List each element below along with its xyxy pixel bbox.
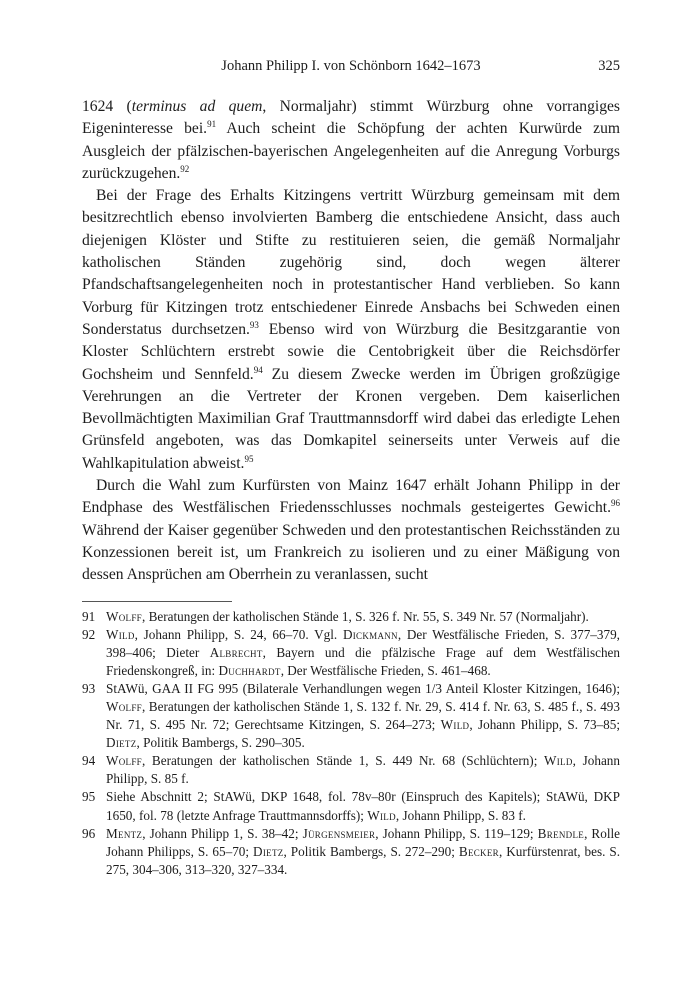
footnote-divider <box>82 601 232 602</box>
author-name: Wild <box>544 753 573 769</box>
citation-text: , Johann Philipp, S. 83 f. <box>395 807 526 823</box>
page-number: 325 <box>598 58 620 74</box>
citation-text: , Johann Philipp, S. 119–129; <box>375 825 538 841</box>
citation-text: Siehe Abschnitt 2; StAWü, DKP 1648, fol. 78v–80r (Einspruch des Kapitels); StAWü, DKP 1650, fol. 78 (letzte Anfrage Trauttmannsdorffs); <box>106 789 620 823</box>
text-run: , Normaljahr) stimmt Würzburg ohne vorrangiges Eigeninteresse bei. <box>82 98 620 138</box>
italic-term: terminus ad quem <box>131 98 263 115</box>
citation-text: , Politik Bambergs, S. 290–305. <box>136 735 305 751</box>
citation-text: , Beratungen der katholischen Stände 1, S. 449 Nr. 68 (Schlüchtern); <box>141 753 545 769</box>
main-text <box>82 96 620 587</box>
author-name: Wolff <box>106 753 142 769</box>
citation-text: , Der Westfälische Frieden, S. 461–468. <box>280 662 491 678</box>
paragraph-3 <box>82 475 620 586</box>
footnote-number: 96 <box>82 825 96 841</box>
author-name: Wolff <box>106 608 142 624</box>
citation-text: , Rolle Johann Philipps, S. 65–70; <box>106 825 620 859</box>
footnote-92 <box>82 626 620 680</box>
author-name: Jürgensmeier <box>302 825 376 841</box>
paragraph-1 <box>82 96 620 185</box>
text-run: Zu diesem Zwecke werden im Übrigen großzügige Verehrungen an die Vertreter der Kronen vergeben. Dem kaiserlichen Bevollmächtigten Maximilian Graf Trauttmannsdorff wird dabei das erledigte Lehen Grünsfeld angeboten, was das Domkapitel seinerseits unter Verweis auf die Wahlkapitulation abweist. <box>82 365 620 472</box>
author-name: Dickmann <box>342 626 398 642</box>
footnote-reference[interactable]: 95 <box>244 453 254 464</box>
text-run: Während der Kaiser gegenüber Schweden und den protestantischen Reichsständen zu Konzessionen bereit ist, um Frankreich zu isolieren und zu einer Mäßigung von dessen Ansprüchen am Oberrhein zu veranlassen, sucht <box>82 521 620 584</box>
author-name: Wild <box>440 717 470 733</box>
footnote-reference[interactable]: 94 <box>253 364 263 375</box>
citation-text: , Politik Bambergs, S. 272–290; <box>283 843 459 859</box>
footnote-reference[interactable]: 91 <box>207 119 217 130</box>
footnote-reference[interactable]: 96 <box>611 498 620 509</box>
citation-text: , Johann Philipp 1, S. 38–42; <box>142 825 303 841</box>
footnote-95 <box>82 788 620 824</box>
author-name: Wolff <box>106 699 142 714</box>
footnote-reference[interactable]: 93 <box>249 319 259 330</box>
text-run: Auch scheint die Schöpfung der achten Kurwürde zum Ausgleich der pfälzischen-bayerischen Angelegenheiten auf die Anregung Vorburgs zurückzugehen. <box>82 120 620 182</box>
citation-text: , Johann Philipp, S. 85 f. <box>106 753 620 787</box>
author-name: Dietz <box>253 843 284 859</box>
footnote-text <box>106 680 620 752</box>
running-header <box>82 58 620 82</box>
footnotes <box>82 608 620 879</box>
citation-text: , Beratungen der katholischen Stände 1, S. 326 f. Nr. 55, S. 349 Nr. 57 (Normaljahr). <box>141 608 589 624</box>
footnote-96 <box>82 825 620 879</box>
author-name: Wild <box>106 626 135 642</box>
text-run: Bei der Frage des Erhalts Kitzingens vertritt Würzburg gemeinsam mit dem besitzrechtlich ebenso involvierten Bamberg die entschiedene Ansicht, dass auch diejenigen Klöster und Stifte zu restituieren seien, die gemäß Normaljahr katholischen Ständen zugehörig sind, doch wegen älterer Pfandschaftsangelegenheiten noch in protestantischer Hand verblieben. So kann Vorburg für Kitzingen trotz entschiedener Einrede Ansbachs bei Schweden einen Sonderstatus durchsetzen. <box>82 187 620 338</box>
footnote-number: 95 <box>82 789 96 805</box>
author-name: Albrecht <box>209 644 263 660</box>
footnote-94 <box>82 752 620 788</box>
footnote-number: 91 <box>82 608 96 624</box>
text-run: Durch die Wahl zum Kurfürsten von Mainz 1647 erhält Johann Philipp in der Endphase des Westfälischen Friedensschlusses nochmals gesteigertes Gewicht. <box>82 477 620 517</box>
author-name: Becker <box>458 843 499 859</box>
footnote-number: 94 <box>82 753 96 769</box>
citation-text: , Bayern und die pfälzische Frage auf dem Westfälischen Friedenskongreß, in: <box>106 644 620 678</box>
citation-text: StAWü, GAA II FG 995 (Bilaterale Verhandlungen wegen 1/3 Anteil Kloster Kitzingen, 1646); <box>106 680 620 696</box>
author-name: Wild <box>367 807 396 823</box>
author-name: Dietz <box>106 735 137 751</box>
text-run: 1624 ( <box>82 98 132 115</box>
footnote-number: 93 <box>82 680 96 696</box>
running-title: Johann Philipp I. von Schönborn 1642–1673 <box>221 58 481 74</box>
citation-text: , Johann Philipp, S. 24, 66–70. Vgl. <box>134 626 343 642</box>
footnote-text <box>106 752 620 788</box>
footnote-text <box>106 626 620 680</box>
citation-text: , Johann Philipp, S. 73–85; <box>469 717 621 733</box>
citation-text: , Der Westfälische Frieden, S. 377–379, 398–406; Dieter <box>106 626 620 660</box>
footnote-91 <box>82 608 620 626</box>
author-name: Mentz <box>106 825 143 841</box>
footnote-text <box>106 788 620 824</box>
footnote-number: 92 <box>82 626 96 642</box>
footnote-93 <box>82 680 620 752</box>
footnote-text <box>106 608 620 626</box>
footnote-text <box>106 825 620 879</box>
paragraph-2 <box>82 185 620 475</box>
author-name: Brendle <box>537 825 585 841</box>
citation-text: , Kurfürstenrat, bes. S. 275, 304–306, 313–320, 327–334. <box>106 843 620 877</box>
author-name: Duchhardt <box>218 662 281 678</box>
citation-text: , Beratungen der katholischen Stände 1, S. 132 f. Nr. 29, S. 414 f. Nr. 63, S. 485 f., S. 493 Nr. 71, S. 495 Nr. 72; Gerechtsame Kitzingen, S. 264–273; <box>106 699 620 733</box>
footnote-reference[interactable]: 92 <box>180 163 190 174</box>
book-page <box>82 58 620 879</box>
text-run: Ebenso wird von Würzburg die Besitzgarantie von Kloster Schlüchtern erstrebt sowie die Centobrigkeit über die Reichsdörfer Gochsheim und Sennfeld. <box>82 320 621 383</box>
